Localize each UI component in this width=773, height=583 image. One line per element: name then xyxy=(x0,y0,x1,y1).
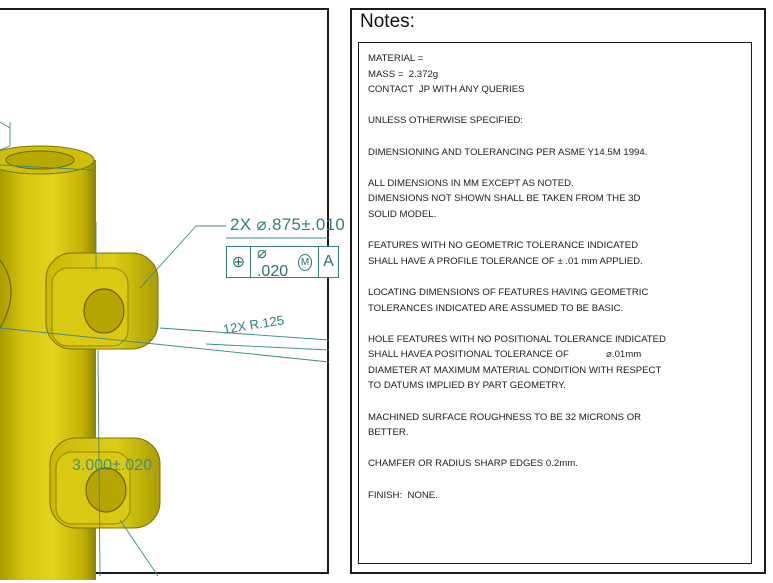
part-model xyxy=(0,10,329,576)
note-gap xyxy=(368,223,666,239)
note-line: DIMENSIONS NOT SHOWN SHALL BE TAKEN FROM THE 3D xyxy=(368,193,641,205)
note-line: CONTACT JP WITH ANY QUERIES xyxy=(368,84,525,96)
note-line: UNLESS OTHERWISE SPECIFIED: xyxy=(368,115,523,127)
note-line: SOLID MODEL. xyxy=(368,208,437,220)
mmc-modifier: M xyxy=(298,254,312,271)
note-gap xyxy=(368,98,666,114)
note-line: SHALL HAVE A PROFILE TOLERANCE OF ± .01 mm APPLIED. xyxy=(368,255,643,267)
note-line: MATERIAL = xyxy=(368,53,424,64)
position-symbol: ⊕ xyxy=(227,247,251,277)
note-line: CHAMFER OR RADIUS SHARP EDGES 0.2mm. xyxy=(368,458,578,470)
note-line: DIMENSIONING AND TOLERANCING PER ASME Y14.5M 1994. xyxy=(368,146,648,158)
notes-title: Notes: xyxy=(360,11,415,32)
note-gap xyxy=(368,160,666,176)
fcf-datum: A xyxy=(323,253,334,270)
distance-dimension-callout[interactable]: 3.000±.020 xyxy=(72,457,152,474)
note-line: DIAMETER AT MAXIMUM MATERIAL CONDITION WITH RESPECT xyxy=(368,364,662,376)
note-gap xyxy=(368,394,666,410)
notes-panel xyxy=(350,8,766,574)
note-gap xyxy=(368,472,666,488)
hole-dimension-callout[interactable]: 2X ⌀.875±.010 xyxy=(230,215,346,234)
note-gap xyxy=(368,269,666,285)
note-line: BETTER. xyxy=(368,427,409,439)
note-gap xyxy=(368,316,666,332)
note-line: MASS = 2.372g xyxy=(368,68,439,80)
notes-text xyxy=(368,51,666,503)
note-line: FINISH: NONE. xyxy=(368,489,438,501)
note-line: TO DATUMS IMPLIED BY PART GEOMETRY. xyxy=(368,380,566,392)
note-gap xyxy=(368,129,666,145)
note-line: FEATURES WITH NO GEOMETRIC TOLERANCE INDICATED xyxy=(368,240,639,252)
feature-control-frame[interactable] xyxy=(226,246,339,278)
note-gap xyxy=(368,441,666,457)
radius-dimension-callout[interactable]: 12X R.125 xyxy=(222,312,286,337)
note-line: MACHINED SURFACE ROUGHNESS TO BE 32 MICRONS OR xyxy=(368,411,642,423)
fcf-tolerance xyxy=(251,245,319,280)
note-line: SHALL HAVEA POSITIONAL TOLERANCE OF ⌀.01mm xyxy=(368,349,642,361)
note-line: TOLERANCES INDICATED ARE ASSUMED TO BE BASIC. xyxy=(368,302,624,314)
notes-box xyxy=(358,42,752,564)
upper-boss-hole xyxy=(84,289,124,333)
model-viewport[interactable] xyxy=(0,8,346,574)
note-line: ALL DIMENSIONS IN MM EXCEPT AS NOTED. xyxy=(368,177,574,189)
note-line: LOCATING DIMENSIONS OF FEATURES HAVING GEOMETRIC xyxy=(368,286,649,298)
note-line: HOLE FEATURES WITH NO POSITIONAL TOLERANCE INDICATED xyxy=(368,333,666,345)
fcf-tolerance-value: ⌀ .020 xyxy=(256,245,289,280)
